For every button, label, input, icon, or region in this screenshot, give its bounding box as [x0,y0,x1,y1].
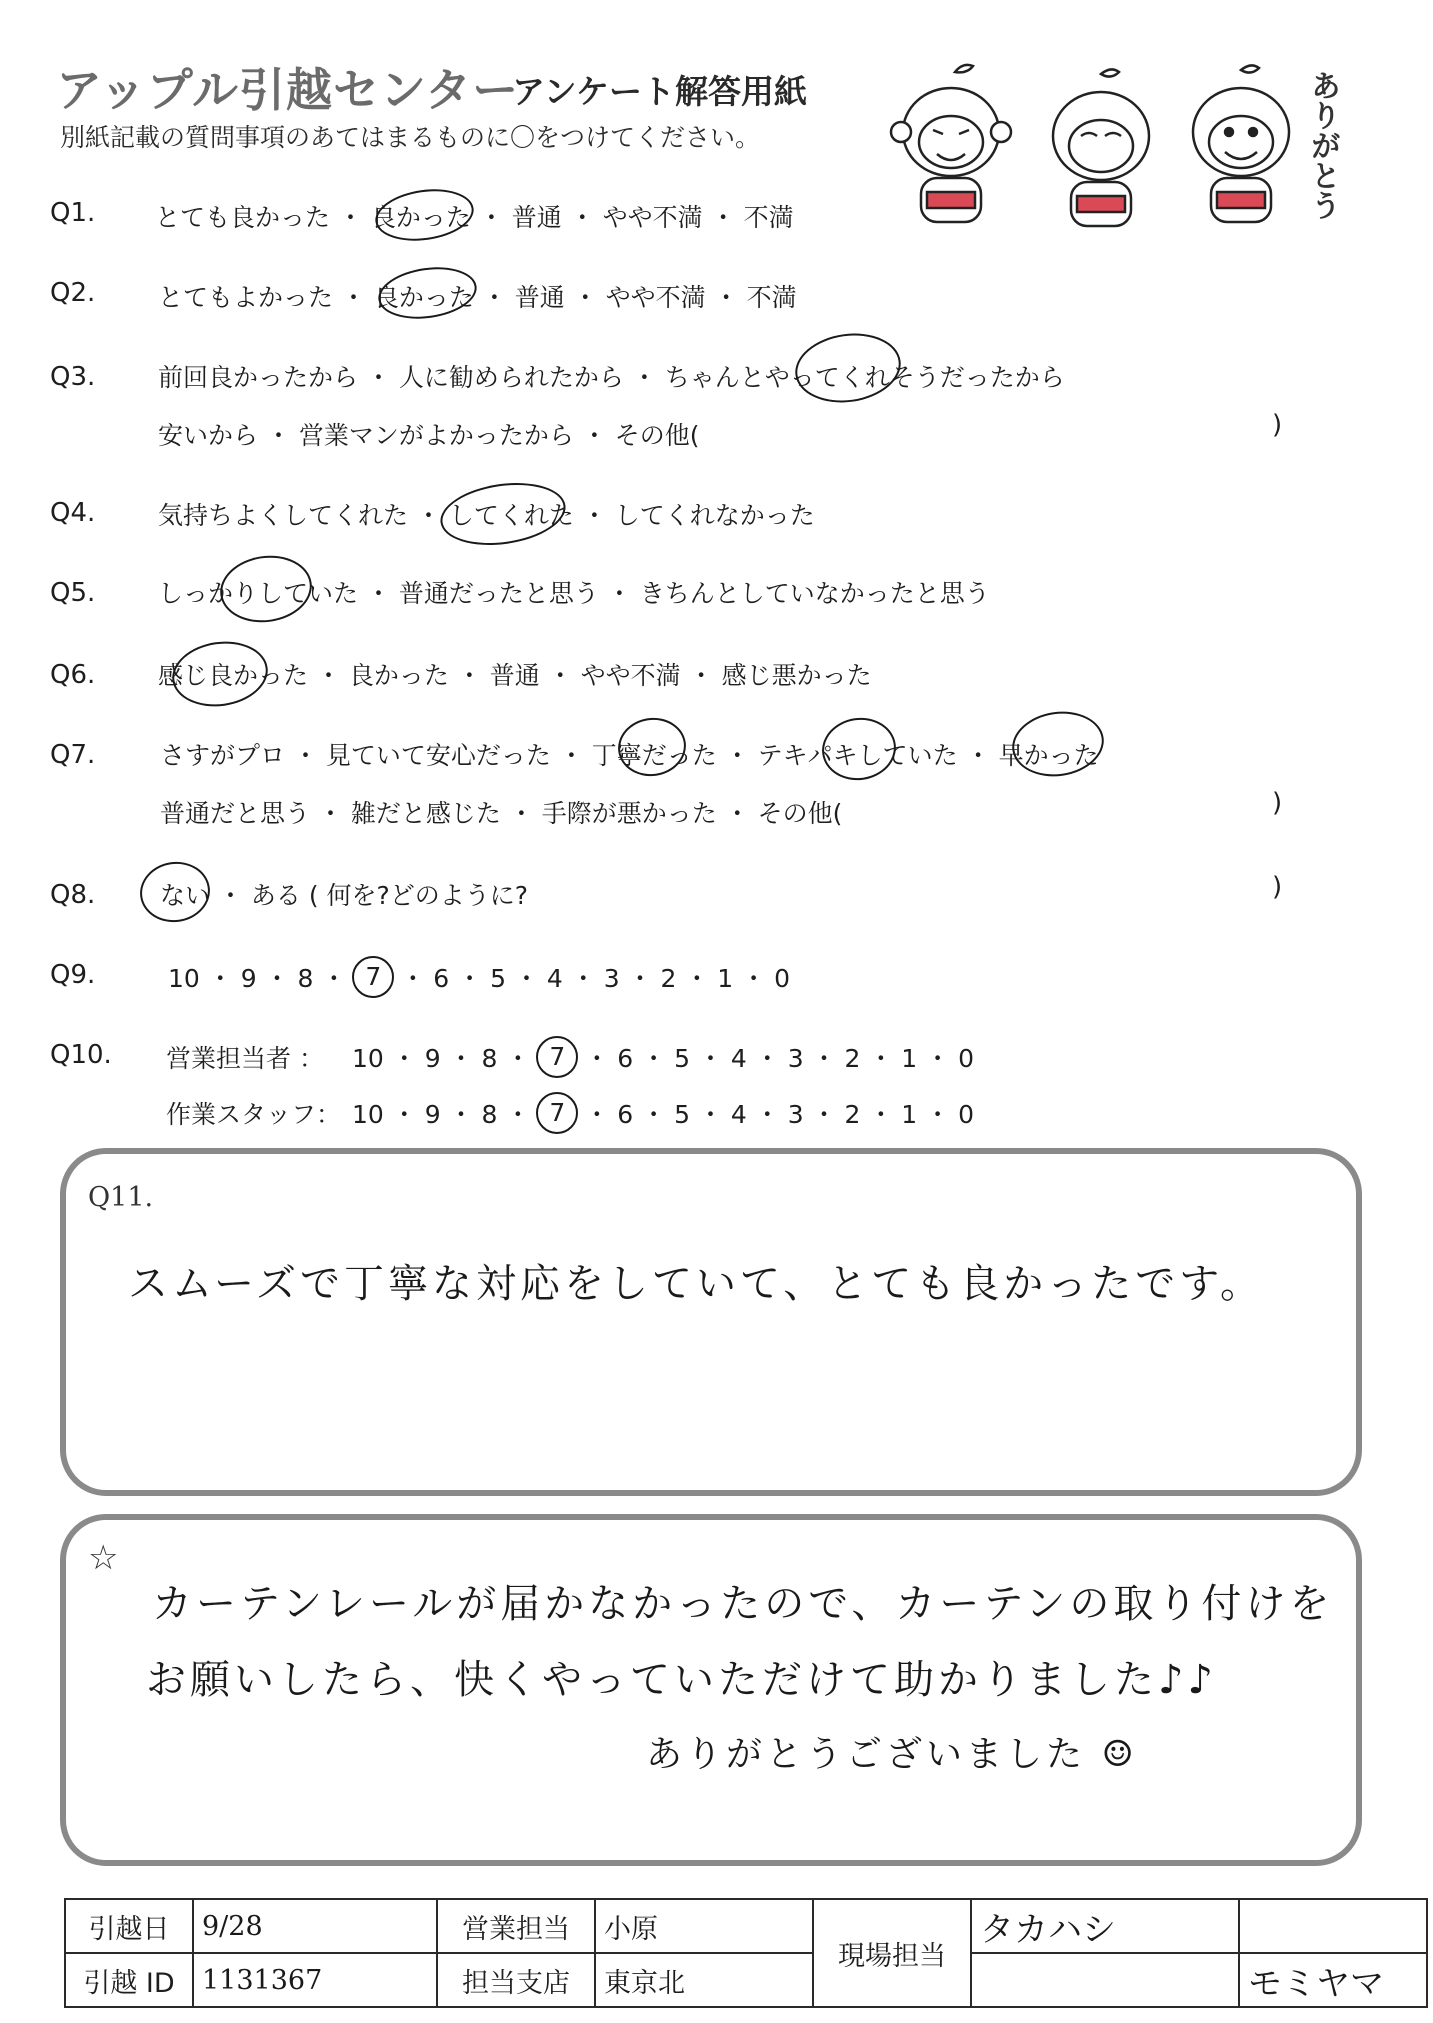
thanks-text: ありがとう [1305,70,1340,220]
q10-staff-scale-high: 10 ・ 9 ・ 8 ・ [352,1100,531,1129]
site-staff-empty-cell [971,1953,1239,2007]
q6-options: 感じ良かった ・ 良かった ・ 普通 ・ やや不満 ・ 感じ悪かった [158,661,872,690]
company-name: アップル引越センター [56,63,520,117]
q3-options-line1: 前回良かったから ・ 人に勧められたから ・ ちゃんとやってくれそうだったから [158,363,1065,392]
comment-line-3: ありがとうございました ☺ [646,1734,1138,1775]
move-date-label: 引越日 [65,1899,193,1953]
q11-handwritten-answer: スムーズで丁寧な対応をしていて、とても良かったです。 [128,1261,1264,1307]
q3-selection-circle [791,327,905,409]
q3-close-paren: ) [1272,410,1283,440]
q2-number: Q2. [50,278,96,308]
q10-sales-selected-score: 7 [536,1036,578,1078]
q7-options-line1: さすがプロ ・ 見ていて安心だった ・ 丁寧だった ・ テキパキしていた ・ 早かった [160,741,1099,770]
q8-selection-circle [136,857,214,926]
q3-number: Q3. [50,362,96,392]
q9-number: Q9. [50,960,96,990]
q7-number: Q7. [50,740,96,770]
q6-number: Q6. [50,660,96,690]
q10-staff-row [166,1092,974,1134]
site-staff-empty-cell [1239,1899,1427,1953]
q1-number: Q1. [50,198,96,228]
q2-selection-circle [375,261,480,324]
branch-label: 担当支店 [437,1953,595,2007]
q11-answer-box [60,1148,1362,1496]
q4-selection-circle [436,476,569,553]
monkey-icon [1193,65,1289,222]
monkey-icon [891,65,1011,222]
q4-number: Q4. [50,498,96,528]
q6-selection-circle [168,636,272,713]
sales-rep-value: 小原 [595,1899,813,1953]
monkey-icon [1053,69,1149,226]
q10-staff-scale-low: ・ 6 ・ 5 ・ 4 ・ 3 ・ 2 ・ 1 ・ 0 [584,1100,975,1129]
q2-options: とてもよかった ・ 良かった ・ 普通 ・ やや不満 ・ 不満 [158,283,797,312]
move-id-label: 引越 ID [65,1953,193,2007]
q10-sales-scale-low: ・ 6 ・ 5 ・ 4 ・ 3 ・ 2 ・ 1 ・ 0 [584,1044,975,1073]
q10-staff-label: 作業スタッフ： [166,1100,342,1129]
q10-sales-row [166,1036,974,1078]
q3-options-line2: 安いから ・ 営業マンがよかったから ・ その他( [158,421,700,450]
q5-number: Q5. [50,578,96,608]
q10-sales-label: 営業担当者 ： [166,1044,324,1073]
q4-options: 気持ちよくしてくれた ・ してくれた ・ してくれなかった [158,501,815,530]
form-title: アンケート解答用紙 [512,72,808,111]
q11-label: Q11. [88,1182,154,1213]
comment-line-2: お願いしたら、快くやっていただけて助かりました♪♪ [146,1657,1218,1703]
site-staff-1: タカハシ [971,1899,1239,1953]
q8-options: ない ・ ある ( 何を?どのように? [160,881,529,910]
q8-close-paren: ) [1272,872,1283,902]
q9-scale [168,956,790,998]
instructions: 別紙記載の質問事項のあてはまるものに〇をつけてください。 [60,123,761,152]
q7-close-paren: ) [1272,788,1283,818]
branch-value: 東京北 [595,1953,813,2007]
q1-selection-circle [372,183,477,246]
comment-box [60,1514,1362,1866]
footer-info-table [64,1898,1428,2008]
q9-scale-high: 10 ・ 9 ・ 8 ・ [168,964,347,993]
q10-staff-selected-score: 7 [536,1092,578,1134]
q5-selection-circle [216,550,316,628]
comment-line-1: カーテンレールが届かなかったので、カーテンの取り付けを [152,1581,1334,1627]
q9-scale-low: ・ 6 ・ 5 ・ 4 ・ 3 ・ 2 ・ 1 ・ 0 [400,964,791,993]
mascot-illustration [885,62,1335,237]
q5-options: しっかりしていた ・ 普通だったと思う ・ きちんとしていなかったと思う [158,579,990,608]
q8-number: Q8. [50,880,96,910]
sales-rep-label: 営業担当 [437,1899,595,1953]
q7-selection-circle-tekipaki [818,713,900,785]
star-icon: ☆ [88,1538,119,1578]
move-id-value: 1131367 [193,1953,437,2007]
q1-options: とても良かった ・ 良かった ・ 普通 ・ やや不満 ・ 不満 [155,203,794,232]
site-staff-label: 現場担当 [813,1899,971,2007]
site-staff-2: モミヤマ [1239,1953,1427,2007]
move-date-value: 9/28 [193,1899,437,1953]
q10-sales-scale-high: 10 ・ 9 ・ 8 ・ [352,1044,531,1073]
q10-number: Q10. [50,1040,112,1070]
q9-selected-score: 7 [352,956,394,998]
q7-options-line2: 普通だと思う ・ 雑だと感じた ・ 手際が悪かった ・ その他( [160,799,843,828]
